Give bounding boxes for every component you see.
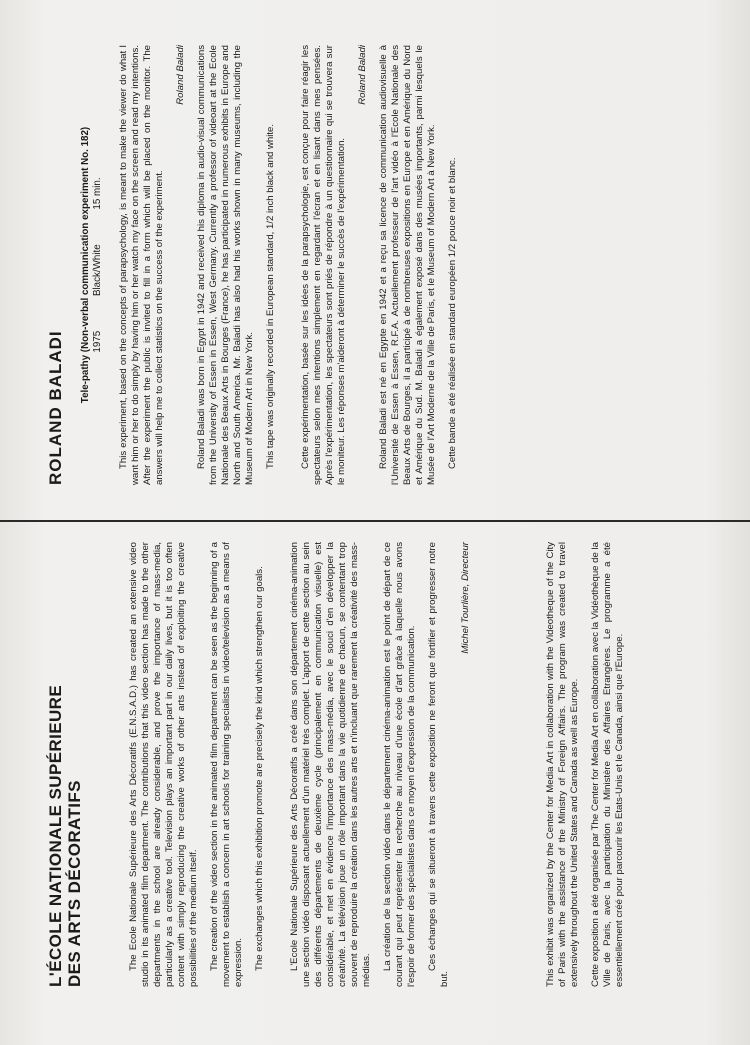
director-signature: Michel Tourlière, Directeur (460, 542, 471, 654)
ensad-en-paragraph: The creation of the video section in the animated film department can be seen as the beginning of a movement to establish a concern in art schools for training specialists in video/television as a means of expression. (209, 542, 244, 987)
column-divider (0, 520, 750, 522)
baladi-fr-paragraph: Cette expérimentation, basée sur les idées de la parapsychologie, est conçue pour faire réagir les spectateurs selon mes intentions simplement en regardant l'écran et en lisant dans mes pensées. Après l'expérimentation, les spectateurs sont priés de répondre à un questionnaire qui se trouvera sur le moniteur. Les réponses m'aideront à déterminer le succès de l'expérimentation. (300, 45, 347, 485)
ensad-en-paragraph: The exchanges which this exhibition promote are precisely the kind which strengthen our goals. (254, 566, 265, 971)
ensad-en-paragraph: The Ecole Nationale Supérieure des Arts Décoratifs (E.N.S.A.D.) has created an extensive video studio in its animated film department. The contributions that this video section has made to the other departments in the school are already considerable, and prove the importance of mass-media, particularly as a creative tool. Television plays an important part in our daily lives, but it is too often content with simply reproducing the creative works of other arts instead of exploiting the creative possibilities of the medium itself. (128, 542, 199, 987)
ensad-column (46, 542, 635, 987)
artist-signature-en: Roland Baladi (175, 45, 186, 105)
work-format: Black/White (92, 244, 103, 297)
artist-name: ROLAND BALADI (46, 330, 65, 485)
ensad-fr-paragraph: Ces échanges qui se situeront à travers cette exposition ne feront que fortifier et progresser notre but. (427, 542, 450, 987)
work-meta (92, 45, 104, 485)
footer-fr: Cette exposition a été organisée par The Center for Media Art en collaboration avec la Vidéothèque de la Ville de Paris, avec la participation du Ministère des Affaires Etrangères. Le programme a été essentiellement créé pour parcourir les Etats-Unis et le Canada, ainsi que l'Europe. (590, 542, 625, 987)
ensad-title (46, 542, 84, 987)
title-line: L'ÉCOLE NATIONALE SUPÉRIEURE (46, 684, 65, 987)
baladi-column (46, 45, 468, 485)
title-line: DES ARTS DÉCORATIFS (65, 780, 84, 987)
ensad-fr-paragraph: L'Ecole Nationale Supérieure des Arts Décoratifs a créé dans son département cinéma-animation une section vidéo disposant actuellement d'un matériel très complet. L'apport de cette section au sein des différents départements de deuxième cycle (principalement en communication visuelle) est considérable, et met en évidence l'importance des mass-média, avec le souci d'en développer la créativité. La télévision joue un rôle important dans la vie quotidienne de chacun, se contentant trop souvent de reproduire la création dans les autres arts et n'incluant que rarement la créativité des mass-médias. (289, 542, 372, 987)
work-title: Tele-pathy (Non-verbal communication experiment No. 182) (80, 126, 91, 404)
ensad-fr-paragraph: La création de la section vidéo dans le département cinéma-animation est le point de départ de ce courant qui peut représenter la recherche au niveau d'une école d'art grâce à laquelle nous avons l'espoir de former des spécialistes dans ce moyen d'expression de la communication. (382, 542, 417, 987)
baladi-bio-fr: Roland Baladi est né en Egypte en 1942 et a reçu sa licence de communication audiovisuelle à l'Université de Essen à Essen, R.F.A. Actuellement professeur de l'art vidéo à l'Ecole Nationale des Beaux Arts de Bourges, il a participé à de nombreuses expositions en Europe et en Amérique du Nord et Amérique du Sud. M. Baladi a également exposé dans des musées importants, parmi lesquels le Musée de l'Art Moderne de la Ville de Paris, et le Museum of Modern Art à New York. (378, 45, 437, 485)
footer-en: This exhibit was organized by the Center for Media Art in collaboration with the Videotheque of the City of Paris with the assistance of the Ministry of Foreign Affairs. The program was created to travel extensively throughout the United States and Canada as well as Europe. (545, 542, 580, 987)
baladi-en-paragraph: This experiment, based on the concepts of parapsychology, is meant to make the viewer do what I want him or her to do simply by having him or her watch my face on the screen and read my intentions. After the experiment the public is invited to fill in a form which will be placed on the monitor. The answers will help me to collect statistics on the success of the experiment. (118, 45, 165, 485)
baladi-bio-en: This tape was originally recorded in European standard, 1/2 inch black and white. (265, 123, 276, 469)
baladi-bio-fr: Cette bande a été réalisée en standard européen 1/2 pouce noir et blanc. (447, 157, 458, 469)
baladi-bio-en: Roland Baladi was born in Egypt in 1942 and received his diploma in audio-visual communications from the University of Essen in Essen, West Germany. Currently a professor of videoart at the Ecole Nationale des Beaux Arts in Bourges (France), he has participated in numerous exhibits in Europe and North and South America. Mr. Baladi has also had his works shown in many museums, including the Museum of Modern Art in New York. (196, 45, 255, 485)
artist-signature-fr: Roland Baladi (357, 45, 368, 105)
work-duration: 15 min. (92, 177, 103, 210)
work-year: 1975 (92, 330, 103, 353)
